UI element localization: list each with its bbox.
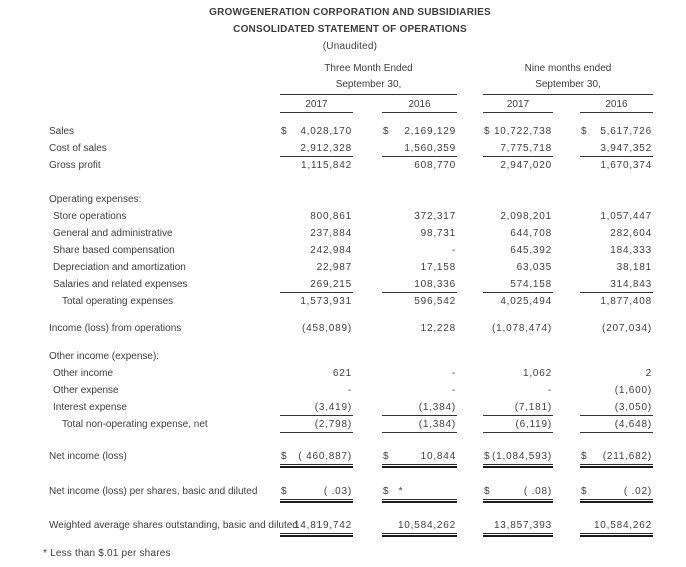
cell-value: 2,098,201 [500, 211, 552, 222]
cell-cost-of-sales-col4 [580, 140, 653, 157]
cell-value: - [347, 385, 352, 396]
cell-income-loss-from-operations-col4 [580, 320, 653, 337]
row-label-share-based-compensation: Share based compensation [53, 245, 175, 256]
cell-store-operations-col2 [382, 208, 457, 225]
statement-title: CONSOLIDATED STATEMENT OF OPERATIONS [233, 24, 467, 35]
cell-salaries-and-related-expenses-col1 [280, 276, 353, 293]
row-label-total-operating-expenses: Total operating expenses [62, 296, 174, 307]
cell-value: (3,050) [614, 402, 652, 413]
cell-value: 242,984 [310, 245, 352, 256]
cell-total-operating-expenses-col3 [483, 293, 553, 310]
year-header-9mo-2016: 2016 [580, 97, 653, 113]
cell-total-operating-expenses-col1 [280, 293, 353, 310]
cell-share-based-compensation-col2 [382, 242, 457, 259]
cell-net-income-loss-col2 [382, 448, 457, 465]
year-header-3mo-2017: 2017 [280, 97, 353, 113]
cell-net-income-loss-per-shares-basic-and-diluted-col1 [280, 483, 353, 500]
row-spacer [20, 433, 653, 448]
cell-weighted-average-shares-outstanding-basic-and-diluted-col2 [382, 517, 457, 534]
cell-value: 1,057,447 [600, 211, 652, 222]
cell-value: 17,158 [420, 262, 456, 273]
cell-value: 5,617,726 [600, 126, 652, 137]
cell-gross-profit-col2 [382, 157, 457, 174]
row-label-store-operations: Store operations [53, 211, 127, 222]
cell-value: * [398, 486, 404, 497]
cell-value: 372,317 [414, 211, 456, 222]
cell-value: 10,844 [420, 451, 456, 462]
cell-value: 608,770 [414, 160, 456, 171]
cell-value: (1,078,474) [492, 323, 552, 334]
cell-depreciation-and-amortization-col4 [580, 259, 653, 276]
cell-net-income-loss-col3 [483, 448, 553, 465]
row-label-salaries-and-related-expenses: Salaries and related expenses [53, 279, 188, 290]
cell-gross-profit-col1 [280, 157, 353, 174]
cell-value: 1,670,374 [600, 160, 652, 171]
cell-value: (3,419) [314, 402, 352, 413]
period-label: Nine months ended [524, 63, 612, 74]
cell-store-operations-col1 [280, 208, 353, 225]
row-label-income-loss-from-operations: Income (loss) from operations [49, 323, 182, 334]
cell-total-non-operating-expense-net-col2 [382, 416, 457, 433]
cell-other-income-col3 [483, 365, 553, 382]
dollar-sign: $ [484, 126, 490, 137]
cell-store-operations-col3 [483, 208, 553, 225]
cell-value: 22,987 [316, 262, 352, 273]
cell-value: 10,584,262 [397, 520, 456, 531]
row-label-other-income: Other income [53, 368, 114, 379]
statement-header [20, 4, 680, 55]
cell-sales-col3 [483, 123, 553, 140]
cell-general-and-administrative-col4 [580, 225, 653, 242]
period-label: Three Month Ended [324, 63, 413, 74]
year-header-9mo-2017: 2017 [483, 97, 553, 113]
cell-value: 596,542 [414, 296, 456, 307]
row-label-weighted-average-shares-outstanding-basic-and-diluted: Weighted average shares outstanding, basic and diluted [49, 520, 298, 531]
cell-value: 2 [645, 368, 652, 379]
row-label-net-income-loss: Net income (loss) [49, 451, 127, 462]
period-group-nine-months [483, 61, 653, 95]
cell-total-operating-expenses-col4 [580, 293, 653, 310]
cell-net-income-loss-col1 [280, 448, 353, 465]
period-group-three-months [280, 61, 457, 95]
cell-general-and-administrative-col3 [483, 225, 553, 242]
cell-other-income-col4 [580, 365, 653, 382]
cell-value: 237,884 [310, 228, 352, 239]
cell-value: - [451, 385, 456, 396]
cell-value: 269,215 [310, 279, 352, 290]
cell-other-expense-col4 [580, 382, 653, 399]
cell-depreciation-and-amortization-col2 [382, 259, 457, 276]
row-label-net-income-loss-per-shares-basic-and-diluted: Net income (loss) per shares, basic and diluted [49, 486, 258, 497]
cell-interest-expense-col4 [580, 399, 653, 416]
cell-other-expense-col2 [382, 382, 457, 399]
period-date: September 30, [483, 77, 653, 95]
cell-sales-col2 [382, 123, 457, 140]
cell-value: 4,028,170 [300, 126, 352, 137]
cell-value: 314,843 [610, 279, 652, 290]
dollar-sign: $ [581, 486, 587, 497]
cell-net-income-loss-col4 [580, 448, 653, 465]
cell-weighted-average-shares-outstanding-basic-and-diluted-col1 [280, 517, 353, 534]
cell-value: - [451, 245, 456, 256]
cell-share-based-compensation-col3 [483, 242, 553, 259]
cell-value: (4,648) [614, 419, 652, 430]
cell-value: 1,560,359 [404, 143, 456, 154]
statement-table [20, 61, 686, 534]
cell-value: 1,062 [522, 368, 552, 379]
cell-value: 14,819,742 [293, 520, 352, 531]
cell-value: - [547, 385, 552, 396]
cell-general-and-administrative-col2 [382, 225, 457, 242]
cell-value: (211,682) [602, 451, 652, 462]
cell-income-loss-from-operations-col2 [382, 320, 457, 337]
cell-total-non-operating-expense-net-col4 [580, 416, 653, 433]
cell-value: 38,181 [616, 262, 652, 273]
cell-share-based-compensation-col1 [280, 242, 353, 259]
row-label-depreciation-and-amortization: Depreciation and amortization [53, 262, 186, 273]
row-label-other-income-expense: Other income (expense): [49, 351, 160, 362]
row-label-other-expense: Other expense [53, 385, 119, 396]
row-spacer [20, 174, 653, 191]
cell-cost-of-sales-col3 [483, 140, 553, 157]
dollar-sign: $ [581, 126, 587, 137]
cell-value: 10,584,262 [593, 520, 652, 531]
cell-value: 63,035 [516, 262, 552, 273]
dollar-sign: $ [281, 451, 287, 462]
cell-value: ( 460,887) [298, 451, 352, 462]
cell-value: (458,089) [301, 323, 352, 334]
cell-value: 1,877,408 [600, 296, 652, 307]
cell-other-income-col2 [382, 365, 457, 382]
row-label-general-and-administrative: General and administrative [53, 228, 173, 239]
cell-other-expense-col1 [280, 382, 353, 399]
dollar-sign: $ [484, 451, 490, 462]
cell-general-and-administrative-col1 [280, 225, 353, 242]
cell-value: (6,119) [515, 419, 552, 430]
cell-gross-profit-col4 [580, 157, 653, 174]
period-date: September 30, [280, 77, 457, 95]
cell-total-non-operating-expense-net-col3 [483, 416, 553, 433]
header-spacer [20, 113, 653, 123]
row-label-sales: Sales [49, 126, 75, 137]
cell-weighted-average-shares-outstanding-basic-and-diluted-col4 [580, 517, 653, 534]
cell-depreciation-and-amortization-col3 [483, 259, 553, 276]
dollar-sign: $ [281, 486, 287, 497]
cell-store-operations-col4 [580, 208, 653, 225]
cell-value: 4,025,494 [500, 296, 552, 307]
dollar-sign: $ [484, 486, 490, 497]
dollar-sign: $ [383, 486, 389, 497]
footnote: * Less than $.01 per shares [43, 548, 171, 559]
row-spacer [20, 310, 653, 320]
dollar-sign: $ [581, 451, 587, 462]
row-label-interest-expense: Interest expense [53, 402, 127, 413]
cell-value: 2,947,020 [500, 160, 552, 171]
row-label-total-non-operating-expense-net: Total non-operating expense, net [62, 419, 208, 430]
dollar-sign: $ [281, 126, 287, 137]
cell-value: 3,947,352 [600, 143, 652, 154]
cell-interest-expense-col1 [280, 399, 353, 416]
cell-value: 1,573,931 [300, 296, 352, 307]
cell-other-expense-col3 [483, 382, 553, 399]
cell-cost-of-sales-col1 [280, 140, 353, 157]
cell-interest-expense-col3 [483, 399, 553, 416]
cell-sales-col1 [280, 123, 353, 140]
cell-salaries-and-related-expenses-col3 [483, 276, 553, 293]
row-label-operating-expenses: Operating expenses: [49, 194, 142, 205]
row-label-cost-of-sales: Cost of sales [49, 143, 107, 154]
cell-value: 98,731 [420, 228, 456, 239]
cell-income-loss-from-operations-col3 [483, 320, 553, 337]
row-spacer [20, 337, 653, 348]
cell-value: 10,722,738 [493, 126, 552, 137]
cell-sales-col4 [580, 123, 653, 140]
cell-depreciation-and-amortization-col1 [280, 259, 353, 276]
cell-cost-of-sales-col2 [382, 140, 457, 157]
cell-value: (1,084,593) [492, 451, 552, 462]
cell-salaries-and-related-expenses-col4 [580, 276, 653, 293]
row-label-gross-profit: Gross profit [49, 160, 101, 171]
cell-value: 2,912,328 [300, 143, 352, 154]
company-title: GROWGENERATION CORPORATION AND SUBSIDIARIES [209, 7, 491, 18]
cell-value: ( .02) [623, 486, 652, 497]
cell-value: 1,115,842 [301, 160, 352, 171]
cell-net-income-loss-per-shares-basic-and-diluted-col4 [580, 483, 653, 500]
dollar-sign: $ [383, 451, 389, 462]
cell-value: 12,228 [420, 323, 456, 334]
cell-value: (1,600) [614, 385, 652, 396]
cell-other-income-col1 [280, 365, 353, 382]
cell-value: 644,708 [510, 228, 552, 239]
cell-weighted-average-shares-outstanding-basic-and-diluted-col3 [483, 517, 553, 534]
cell-value: (2,798) [314, 419, 352, 430]
cell-salaries-and-related-expenses-col2 [382, 276, 457, 293]
cell-value: ( .08) [523, 486, 552, 497]
cell-value: (207,034) [601, 323, 652, 334]
cell-income-loss-from-operations-col1 [280, 320, 353, 337]
cell-value: ( .03) [323, 486, 352, 497]
cell-value: - [451, 368, 456, 379]
cell-value: 13,857,393 [493, 520, 552, 531]
cell-value: 108,336 [414, 279, 456, 290]
cell-value: 800,861 [310, 211, 352, 222]
cell-total-operating-expenses-col2 [382, 293, 457, 310]
cell-value: (7,181) [514, 402, 552, 413]
cell-value: 184,333 [610, 245, 652, 256]
cell-gross-profit-col3 [483, 157, 553, 174]
cell-net-income-loss-per-shares-basic-and-diluted-col3 [483, 483, 553, 500]
dollar-sign: $ [383, 126, 389, 137]
unaudited-label: (Unaudited) [322, 41, 378, 52]
cell-value: 621 [332, 368, 352, 379]
cell-value: (1,384) [418, 419, 456, 430]
cell-value: (1,384) [418, 402, 456, 413]
cell-value: 2,169,129 [404, 126, 456, 137]
cell-interest-expense-col2 [382, 399, 457, 416]
year-header-3mo-2016: 2016 [382, 97, 457, 113]
cell-value: 7,775,718 [500, 143, 552, 154]
cell-value: 645,392 [510, 245, 552, 256]
cell-value: 282,604 [610, 228, 652, 239]
cell-total-non-operating-expense-net-col1 [280, 416, 353, 433]
cell-net-income-loss-per-shares-basic-and-diluted-col2 [382, 483, 457, 500]
cell-share-based-compensation-col4 [580, 242, 653, 259]
cell-value: 574,158 [510, 279, 552, 290]
